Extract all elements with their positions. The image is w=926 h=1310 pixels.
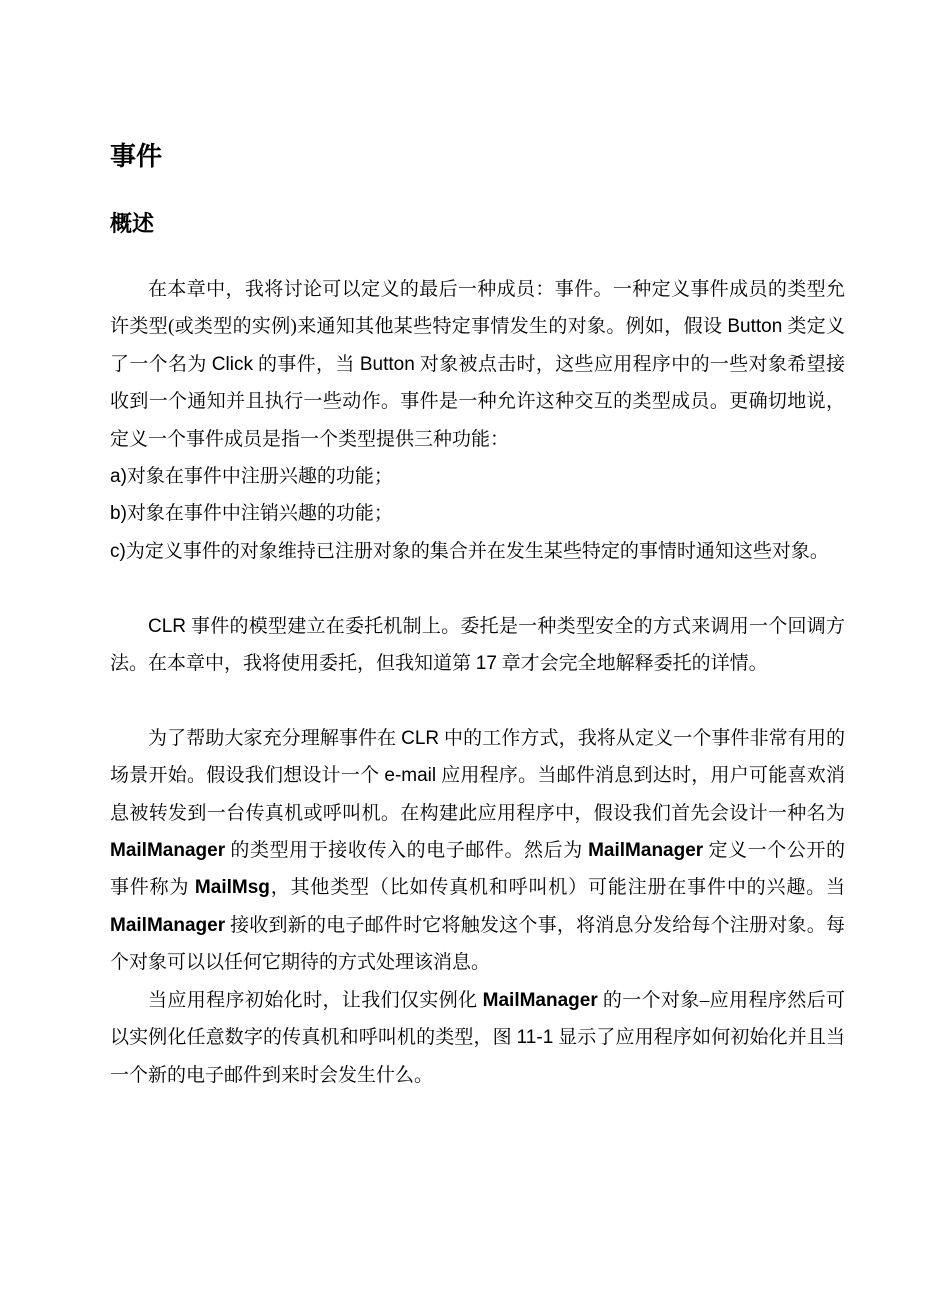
text-run: 当应用程序初始化时，让我们仅实例化 (148, 989, 483, 1011)
text-run: Click (211, 353, 253, 375)
text-run: a) (110, 466, 127, 488)
text-run: 对象在事件中注销兴趣的功能； (126, 503, 393, 525)
text-run: 定义一个公开的事件称为 (110, 840, 845, 899)
text-run: 事件的模型建立在委托机制上。委托是一种类型安全的方式来调用一个回调方法。在本章中，我将使用委托，但我知道第 (110, 615, 845, 675)
paragraph (110, 533, 845, 570)
code-term: MailMsg (194, 877, 270, 899)
text-run: 对象在事件中注册兴趣的功能； (126, 466, 393, 488)
text-run: 应用程序。当邮件消息到达时，用户可能喜欢消息被转发到一台传真机或呼叫机。在构建此应用程序中，假设我们首先会设计一种名为 (110, 765, 845, 824)
text-run: 中的工作方式，我将从定义一个事件非常有用的场景开始。假设我们想设计一个 (110, 727, 845, 787)
text-run: CLR (148, 615, 187, 637)
text-run: 11-1 (516, 1027, 554, 1049)
paragraph (110, 982, 845, 1094)
blank-line (110, 682, 845, 719)
paragraph (110, 271, 845, 458)
text-run: 章才会完全地解释委托的详情。 (496, 653, 768, 675)
text-run: Button (727, 316, 783, 338)
code-term: MailManager (110, 840, 226, 862)
text-run: c) (110, 540, 126, 562)
paragraph (110, 458, 845, 495)
text-run: 的类型用于接收传入的电子邮件。然后为 (225, 840, 589, 862)
text-run: 类定义了一个名为 (110, 316, 845, 375)
text-run: 的一个对象–应用程序然后可以实例化任意数字的传真机和呼叫机的类型，图 (110, 989, 845, 1049)
text-run: Button (359, 353, 415, 375)
text-run: 在本章中，我将讨论可以定义的最后一种成员：事件。一种定义事件成员的类型允许类型(或类型的实例)来通知其他某些特定事情发生的对象。例如，假设 (110, 279, 845, 338)
text-run: b) (110, 503, 127, 525)
text-run: 为了帮助大家充分理解事件在 (148, 727, 402, 749)
blank-line (110, 570, 845, 607)
paragraph (110, 608, 845, 683)
text-run: ，其他类型（比如传真机和呼叫机）可能注册在事件中的兴趣。当 (269, 877, 845, 899)
paragraph (110, 720, 845, 982)
document-body (110, 271, 845, 1094)
code-term: MailManager (588, 840, 704, 862)
text-run: 的事件，当 (252, 353, 360, 375)
text-run: 显示了应用程序如何初始化并且当一个新的电子邮件到来时会发生什么。 (110, 1027, 845, 1086)
code-term: MailManager (482, 989, 598, 1011)
paragraph (110, 495, 845, 532)
text-run: e-mail (384, 765, 437, 787)
text-run: CLR (401, 727, 440, 749)
text-run: 接收到新的电子邮件时它将触发这个事，将消息分发给每个注册对象。每个对象可以以任何它期待的方式处理该消息。 (110, 914, 845, 974)
chapter-title: 事件 (110, 141, 163, 171)
text-run: 为定义事件的对象维持已注册对象的集合并在发生某些特定的事情时通知这些对象。 (125, 540, 829, 562)
code-term: MailManager (110, 914, 226, 936)
text-run: 对象被点击时，这些应用程序中的一些对象希望接收到一个通知并且执行一些动作。事件是一种允许这种交互的类型成员。更确切地说，定义一个事件成员是指一个类型提供三种功能： (110, 353, 845, 450)
text-run: 17 (475, 653, 497, 675)
section-heading: 概述 (110, 211, 155, 236)
